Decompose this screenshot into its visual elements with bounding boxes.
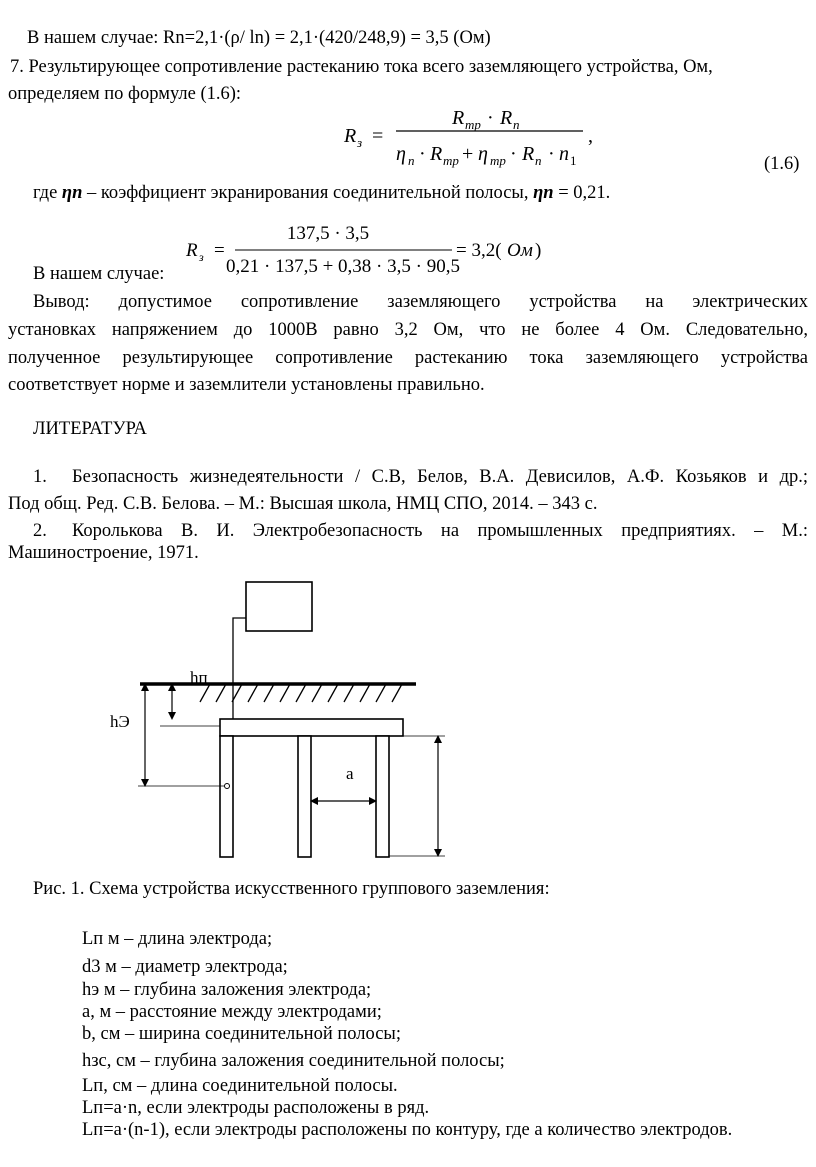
formula-1-6: [330, 98, 630, 178]
eta-p-symbol: ηп: [61, 183, 83, 203]
legend-item: hэ м – глубина заложения электрода;: [82, 980, 372, 1000]
label-he: hЭ: [110, 712, 130, 731]
den-plus: +: [462, 143, 474, 165]
den-dot-1: ·: [419, 143, 426, 165]
den-r-2-sub: п: [535, 153, 542, 168]
calc-numerator: 137,5 · 3,5: [286, 223, 370, 244]
conclusion-line-4: соответствует норме и заземлители установлены правильно.: [8, 375, 485, 395]
formula-lhs-sub: з: [357, 135, 363, 150]
calc-close: ): [535, 240, 542, 261]
connecting-strip: [220, 719, 403, 736]
legend-item: d3 м – диаметр электрода;: [82, 957, 288, 977]
grounding-diagram: [0, 570, 816, 870]
den-eta-1-sub: п: [408, 153, 415, 168]
conclusion-line-3: полученное результирующее сопротивление растеканию тока заземляющего устройства: [8, 348, 808, 368]
calc-eq: =: [214, 240, 225, 261]
electrode-2: [298, 736, 311, 857]
formula-eq: =: [372, 125, 384, 147]
equipment-box: [246, 582, 312, 631]
den-eta-2-sub: тр: [490, 153, 506, 168]
label-hp: hп: [190, 668, 208, 687]
grounding-conductor: [233, 618, 246, 720]
eta-p-symbol-2: ηп: [533, 183, 554, 203]
where-prefix: где: [33, 183, 62, 203]
legend-item: hзс, см – глубина заложения соединительной полосы;: [82, 1051, 505, 1071]
num-r-tr: R: [452, 107, 465, 129]
literature-heading: ЛИТЕРАТУРА: [33, 419, 147, 439]
legend-item: Lп=a·(n-1), если электроды расположены по контуру, где а количество электродов.: [82, 1120, 733, 1140]
where-middle: – коэффициент экранирования соединительной полосы,: [82, 183, 534, 203]
den-eta-1: η: [396, 143, 406, 165]
den-r-2: R: [522, 143, 535, 165]
electrode-1: [220, 736, 233, 857]
ref-2-line-2: Машиностроение, 1971.: [8, 543, 199, 563]
formula-comma: ,: [588, 125, 593, 147]
where-suffix: = 0,21.: [553, 183, 611, 203]
ref-2-number: 2.: [33, 521, 47, 541]
num-r-tr-sub: тр: [465, 117, 481, 132]
case-label: В нашем случае:: [33, 264, 165, 284]
num-r-p-sub: п: [513, 117, 520, 132]
legend-item: Lп=a·n, если электроды расположены в ряд.: [82, 1098, 430, 1118]
den-dot-3: ·: [548, 143, 555, 165]
den-dot-2: ·: [510, 143, 517, 165]
num-r-p: R: [500, 107, 513, 129]
legend-item: а, м – расстояние между электродами;: [82, 1002, 382, 1022]
figure-caption: Рис. 1. Схема устройства искусственного группового заземления:: [33, 879, 550, 899]
legend-item: Lп м – длина электрода;: [82, 929, 273, 949]
calc-lhs: R: [186, 240, 198, 261]
item-7-line-2: определяем по формуле (1.6):: [8, 84, 242, 104]
item-7-line-1: 7. Результирующее сопротивление растеканию тока всего заземляющего устройства, Ом,: [10, 57, 713, 77]
calc-unit: Ом: [507, 240, 533, 261]
eta-definition: [33, 183, 610, 204]
calc-result: = 3,2(: [456, 240, 502, 261]
den-n: n: [559, 143, 569, 165]
calc-denominator: 0,21 · 137,5 + 0,38 · 3,5 · 90,5: [226, 256, 460, 277]
den-r-1-sub: тр: [443, 153, 459, 168]
ref-1-line-2: Под общ. Ред. С.В. Белова. – М.: Высшая школа, НМЦ СПО, 2014. – 343 с.: [8, 494, 598, 514]
ground-hatching: [200, 684, 402, 702]
ref-2-line-1: Королькова В. И. Электробезопасность на промышленных предприятиях. – М.:: [72, 521, 808, 541]
formula-lhs: R: [344, 125, 357, 147]
formula-calc: [180, 218, 560, 282]
legend-item: Lп, см – длина соединительной полосы.: [82, 1076, 398, 1096]
label-a: a: [346, 764, 354, 783]
den-r-1: R: [430, 143, 443, 165]
calc-lhs-sub: з: [199, 250, 204, 264]
formula-number: (1.6): [764, 154, 800, 174]
electrode-3: [376, 736, 389, 857]
calc-rn-line: В нашем случае: Rn=2,1·(ρ/ ln) = 2,1·(420/248,9) = 3,5 (Ом): [27, 28, 491, 48]
den-eta-2: η: [478, 143, 488, 165]
num-dot: ·: [487, 107, 494, 129]
den-n-sub: 1: [570, 153, 577, 168]
leader-dot: [225, 784, 230, 789]
legend-item: b, см – ширина соединительной полосы;: [82, 1024, 401, 1044]
conclusion-line-2: установках напряжением до 1000В равно 3,2 Ом, что не более 4 Ом. Следовательно,: [8, 320, 808, 340]
ref-1-number: 1.: [33, 467, 47, 487]
ref-1-line-1: Безопасность жизнедеятельности / С.В, Белов, В.А. Девисилов, А.Ф. Козьяков и др.;: [72, 467, 808, 487]
conclusion-line-1: Вывод: допустимое сопротивление заземляющего устройства на электрических: [33, 292, 808, 312]
